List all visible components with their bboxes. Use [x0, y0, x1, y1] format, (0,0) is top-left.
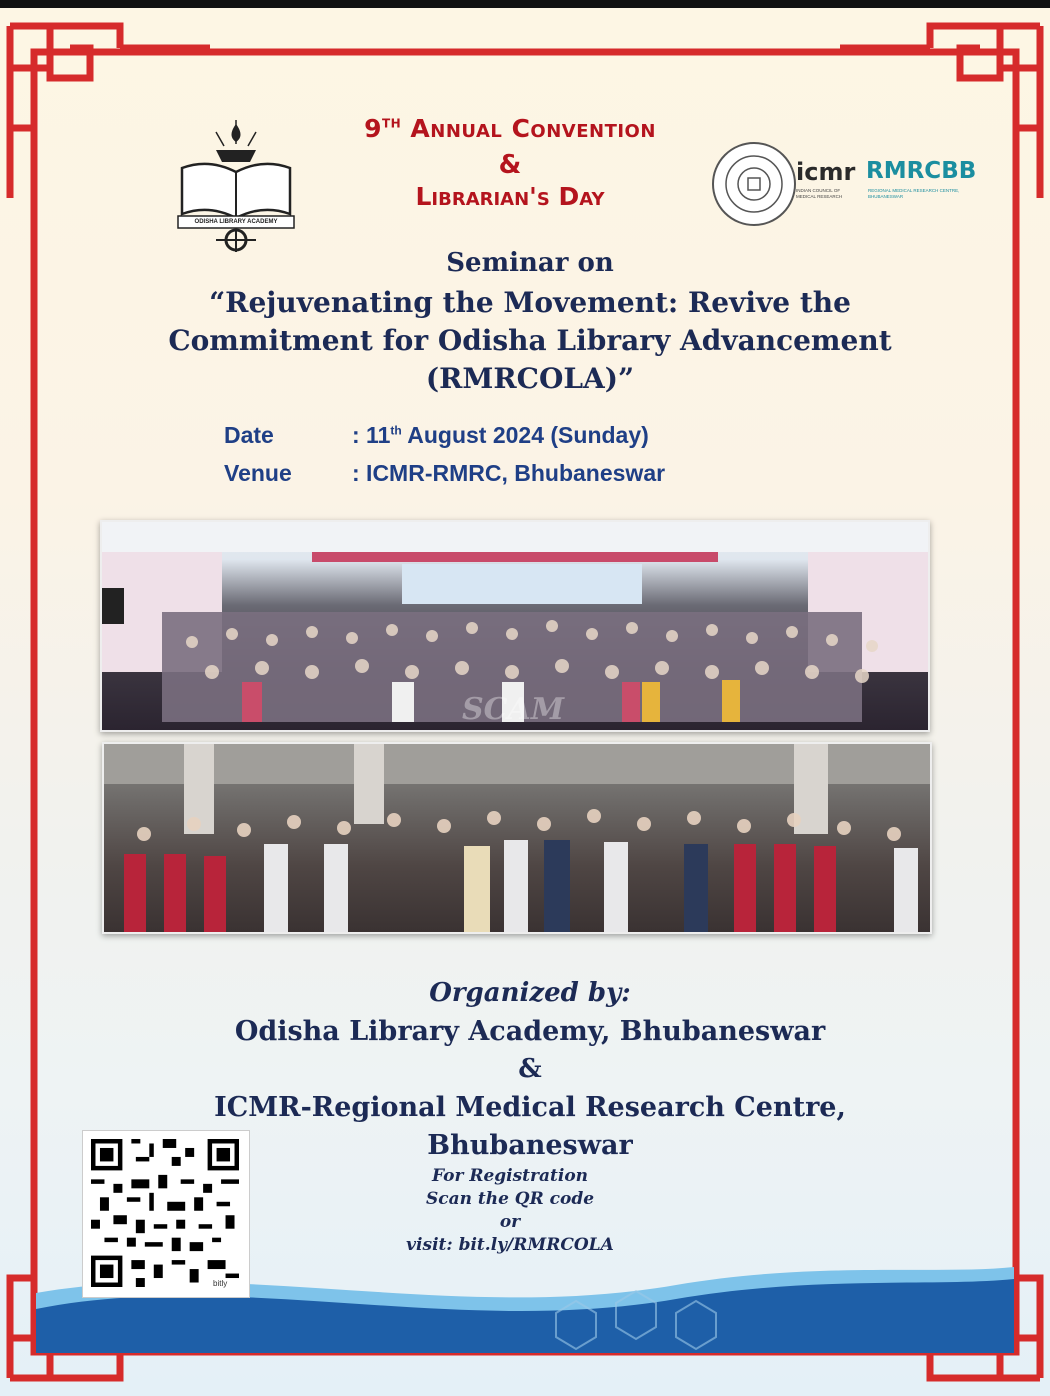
- group-photo-outdoor: [102, 742, 932, 934]
- qr-caption: bitly: [213, 1279, 228, 1288]
- organizer-2: ICMR-Regional Medical Research Centre,: [214, 1092, 846, 1123]
- seminar-title-line1: “Rejuvenating the Movement: Revive the: [209, 286, 851, 319]
- icmr-logo-text: icmr: [796, 158, 856, 186]
- qr-code-icon: [91, 1139, 239, 1287]
- photo-watermark: SCAM: [462, 692, 565, 727]
- date-superscript: th: [390, 423, 402, 438]
- lamp-book-icon: [176, 116, 296, 256]
- registration-or: or: [499, 1212, 521, 1232]
- rmrcbb-logo-text: RMRCBB: [866, 158, 977, 184]
- poster: [0, 8, 1050, 1396]
- event-title-line3: Librarian's Day: [415, 182, 605, 211]
- title-number: 9: [364, 114, 382, 143]
- venue-label: Venue: [224, 460, 292, 486]
- event-title-line1: [300, 114, 720, 143]
- venue-value: : ICMR-RMRC, Bhubaneswar: [352, 460, 666, 486]
- rmrcbb-logo-subtext: REGIONAL MEDICAL RESEARCH CENTRE, BHUBANESWAR: [868, 188, 960, 199]
- crowd-outdoor-illustration: [104, 744, 930, 932]
- registration-qr-code[interactable]: [82, 1130, 250, 1298]
- organizer-2-city: Bhubaneswar: [427, 1130, 633, 1161]
- title-text: Annual Convention: [410, 114, 656, 143]
- registration-line1: For Registration: [431, 1166, 589, 1186]
- date-label: Date: [224, 422, 274, 448]
- logo-caption: ODISHA LIBRARY ACADEMY: [194, 219, 278, 225]
- date-day: : 11: [352, 422, 391, 448]
- date-value: [352, 422, 649, 449]
- seminar-title-line2: Commitment for Odisha Library Advancement: [168, 324, 892, 357]
- organized-by-heading: Organized by:: [429, 978, 631, 1008]
- icmr-logo-subtext: INDIAN COUNCIL OF MEDICAL RESEARCH: [796, 188, 843, 199]
- date-rest: August 2024 (Sunday): [401, 422, 649, 448]
- group-photo-auditorium: [100, 520, 930, 732]
- title-superscript: TH: [381, 116, 402, 131]
- seminar-label: Seminar on: [446, 248, 614, 278]
- organizer-1: Odisha Library Academy, Bhubaneswar: [234, 1016, 826, 1047]
- event-title-ampersand: &: [498, 150, 522, 180]
- seminar-title-line3: (RMRCOLA)”: [425, 362, 635, 395]
- registration-line2: Scan the QR code: [425, 1189, 595, 1209]
- seal-icon: [714, 144, 794, 224]
- registration-link[interactable]: visit: bit.ly/RMRCOLA: [406, 1235, 614, 1255]
- odisha-library-academy-logo: [176, 116, 296, 256]
- organizer-ampersand: &: [518, 1054, 542, 1084]
- icmr-seal-logo: [712, 142, 796, 226]
